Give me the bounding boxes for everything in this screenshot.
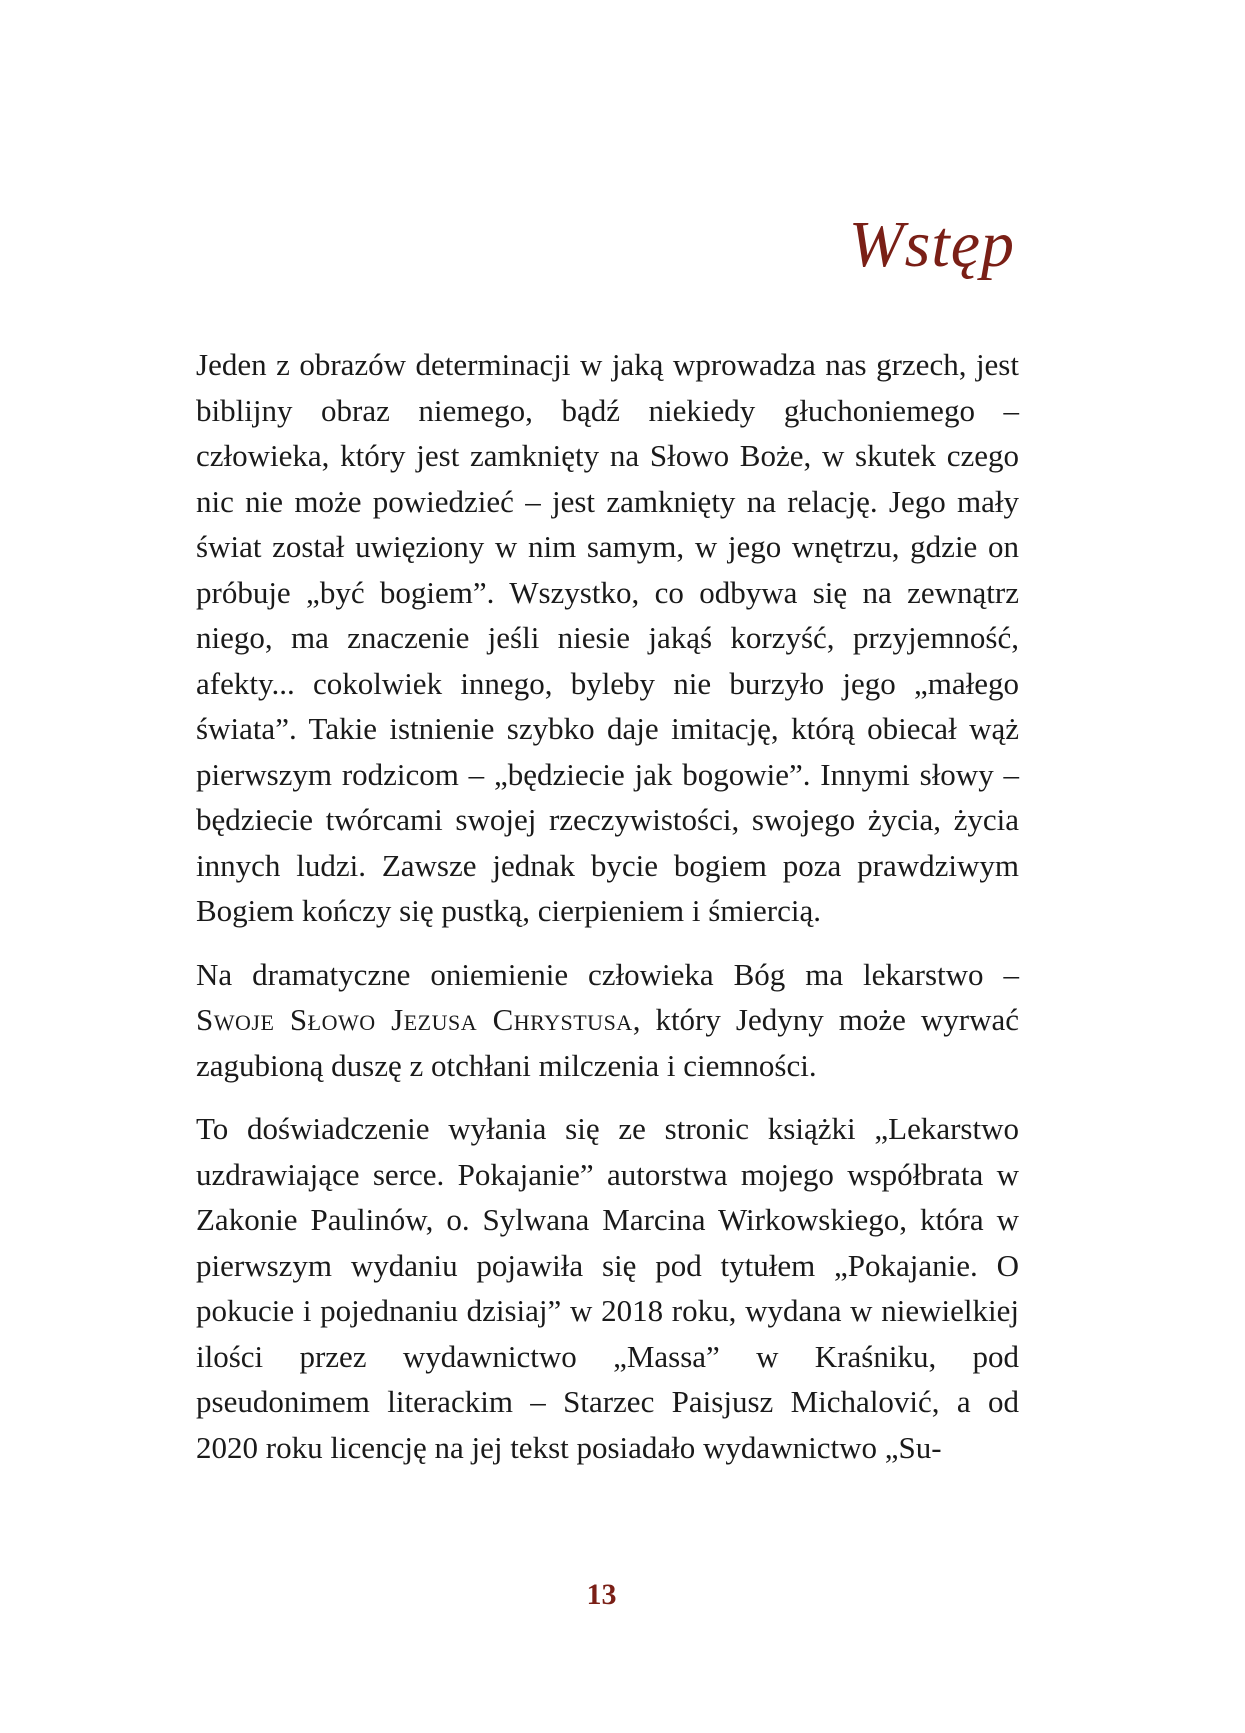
paragraph-2-start: Na dramatyczne oniemienie człowieka Bóg ma lekarstwo –	[196, 956, 1019, 992]
body-text	[196, 342, 1019, 1488]
chapter-title: Wstęp	[848, 208, 1015, 281]
paragraph-2-smallcaps: Swoje Słowo Jezusa Chrystusa	[196, 1002, 633, 1037]
paragraph-2	[196, 952, 1019, 1089]
page-number: 13	[586, 1578, 617, 1611]
paragraph-3: To doświadczenie wyłania się ze stronic książki „Lekarstwo uzdrawiające serce. Pokajanie” autorstwa mojego współbrata w Zakonie Paulinów, o. Sylwana Marcina Wirkowskiego, która w pierwszym wydaniu pojawiła się pod tytułem „Pokajanie. O pokucie i pojednaniu dzisiaj” w 2018 roku, wydana w niewielkiej ilości przez wydawnictwo „Massa” w Kraśniku, pod pseudonimem literackim – Starzec Paisjusz Michalović, a od 2020 roku licencję na jej tekst posiadało wydawnictwo „Su-	[196, 1111, 1019, 1465]
paragraph-1: Jeden z obrazów determinacji w jaką wprowadza nas grzech, jest biblijny obraz niemego, bądź niekiedy głuchoniemego – człowieka, który jest zamknięty na Słowo Boże, w skutek czego nic nie może powiedzieć – jest zamknięty na relację. Jego mały świat został uwięziony w nim samym, w jego wnętrzu, gdzie on próbuje „być bogiem”. Wszystko, co odbywa się na zewnątrz niego, ma znaczenie jeśli niesie jakąś korzyść, przyjemność, afekty... cokolwiek innego, byleby nie burzyło jego „małego świata”. Takie istnienie szybko daje imitację, którą obiecał wąż pierwszym rodzicom – „będziecie jak bogowie”. Innymi słowy – będziecie twórcami swojej rzeczywistości, swojego życia, życia innych ludzi. Zawsze jednak bycie bogiem poza prawdziwym Bogiem kończy się pustką, cierpieniem i śmiercią.	[196, 347, 1019, 928]
paragraph-2-end: , który Jedyny może wyrwać zagubioną duszę z otchłani milczenia i ciemności.	[196, 1002, 1019, 1083]
